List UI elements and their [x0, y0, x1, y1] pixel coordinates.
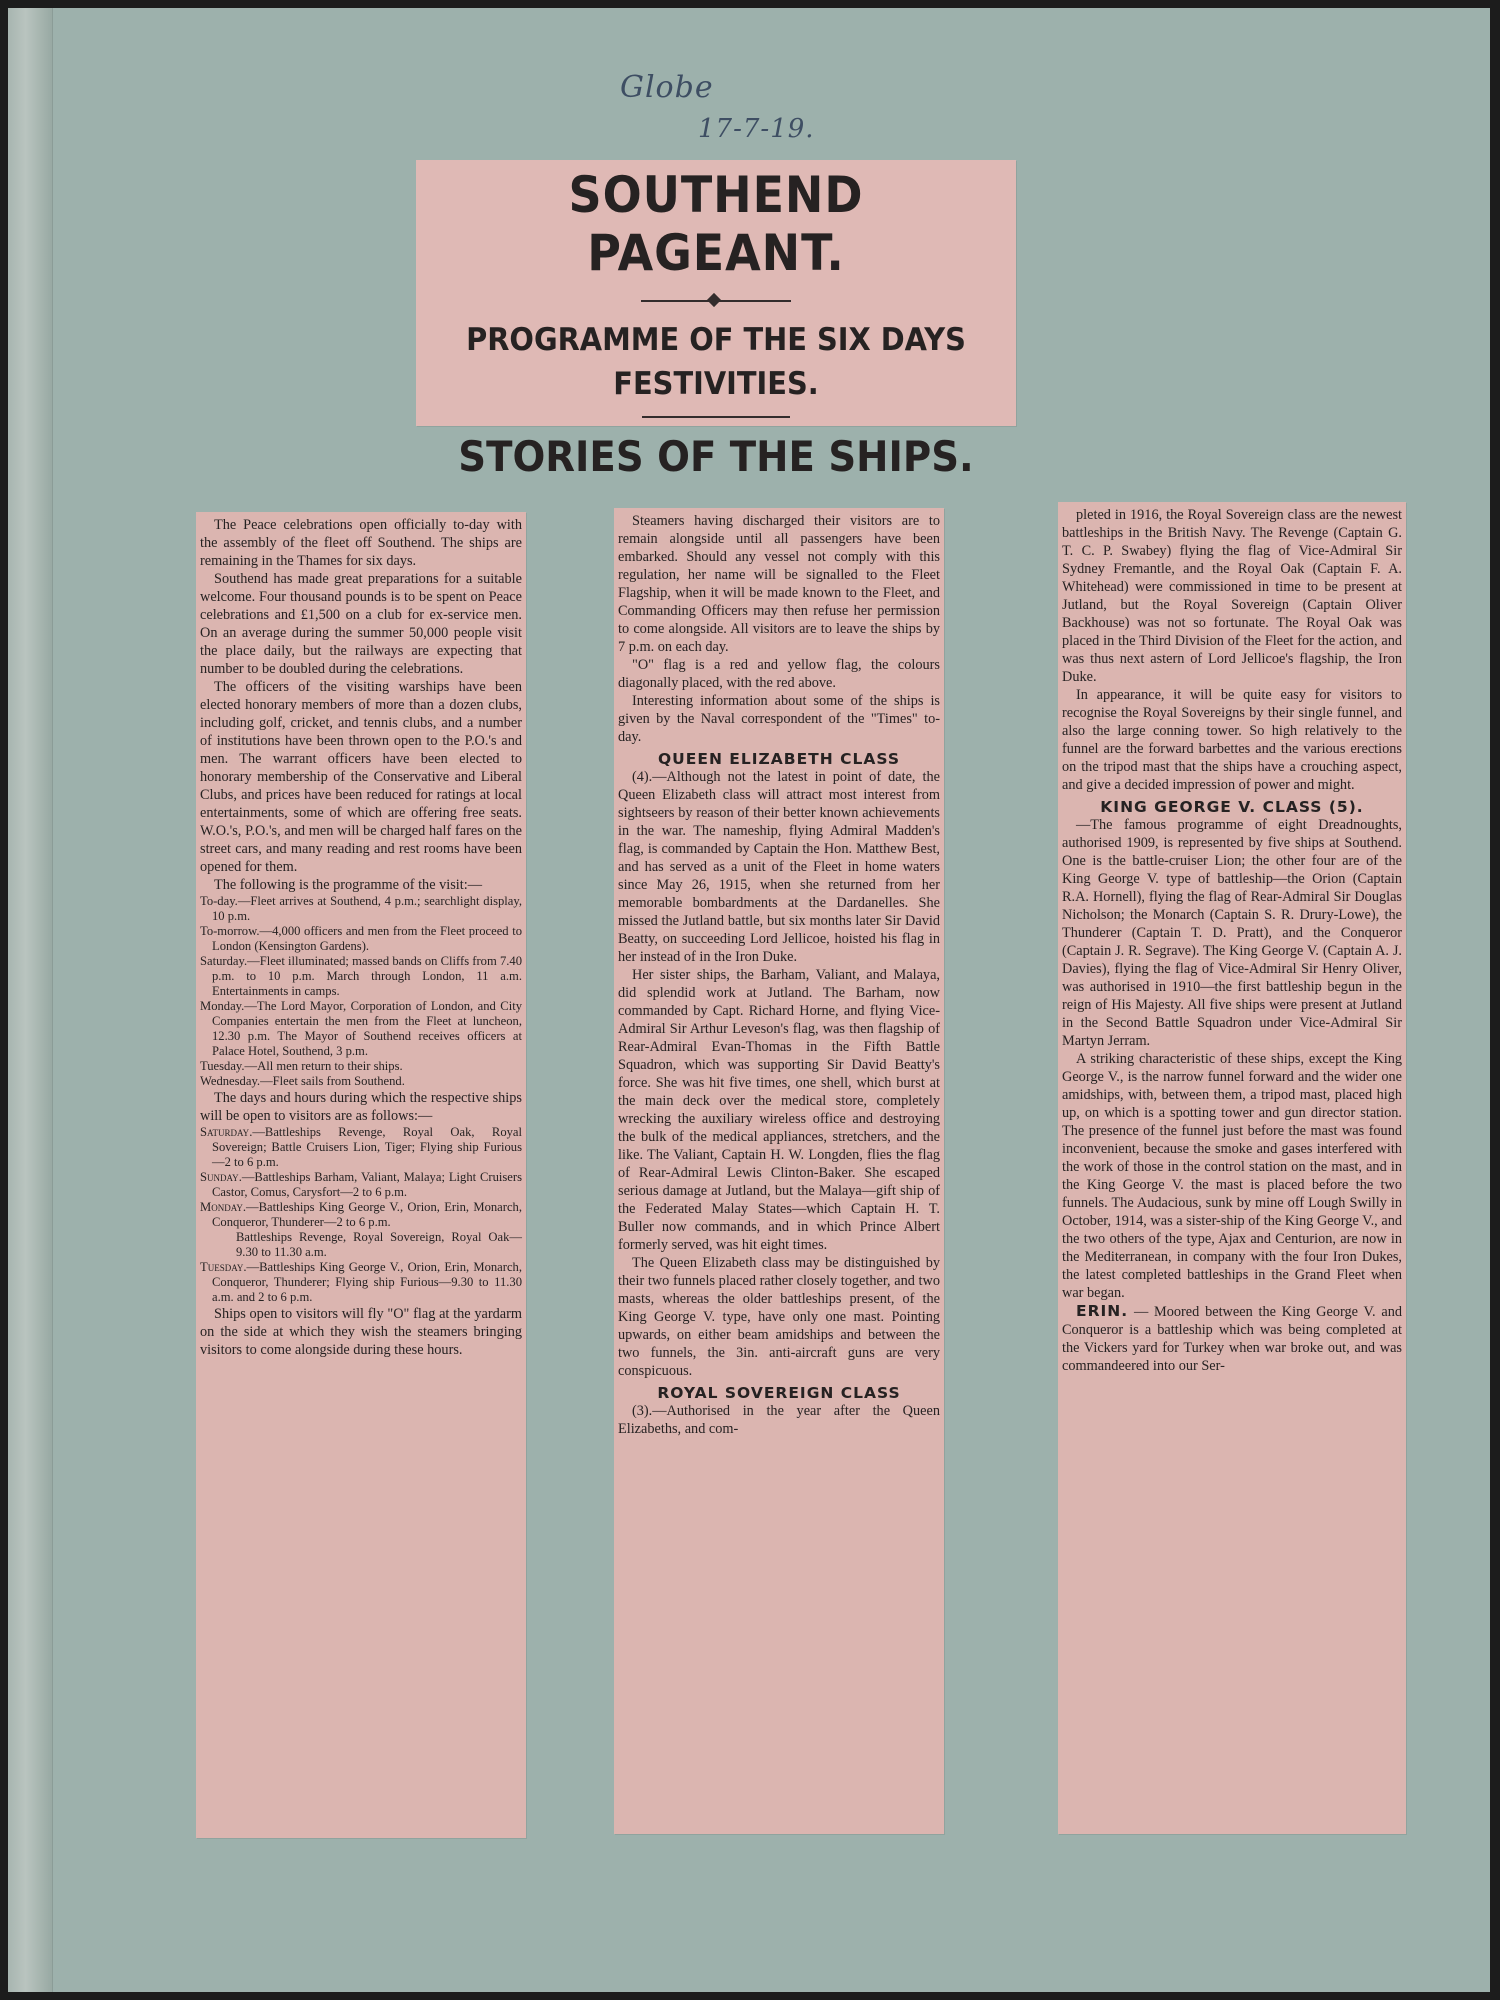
- headline-subtitle-stories: STORIES OF THE SHIPS.: [458, 432, 974, 481]
- col1-paragraph: Ships open to visitors will fly "O" flag at the yardarm on the side at which they wish the steamers bringing visitors to come alongside during these hours.: [200, 1306, 522, 1358]
- visiting-item: Battleships Revenge, Royal Sovereign, Royal Oak—9.30 to 11.30 a.m.: [236, 1230, 522, 1259]
- col1-paragraph: The days and hours during which the respective ships will be open to visitors are as follows:—: [200, 1090, 522, 1124]
- article-column-3: [1058, 502, 1406, 1834]
- ornamental-rule: [641, 294, 791, 308]
- visiting-text: .—Battleships Revenge, Royal Oak, Royal Sovereign; Battle Cruisers Lion, Tiger; Flying ship Furious—2 to 6 p.m.: [212, 1125, 522, 1169]
- plain-rule: [642, 416, 790, 418]
- visiting-item: [200, 1200, 522, 1230]
- article-column-1: [196, 512, 526, 1838]
- col2-paragraph: The Queen Elizabeth class may be distinguished by their two funnels placed rather closely together, and two masts, whereas the older battleships present, of the King George V. type, have only one mast. Pointing upwards, on either beam amidships and between the two funnels, the 3in. anti-aircraft guns are very conspicuous.: [618, 1255, 940, 1379]
- schedule-item: Saturday.—Fleet illuminated; massed bands on Cliffs from 7.40 p.m. to 10 p.m. March through London, 11 a.m. Entertainments in camps.: [200, 954, 522, 998]
- page-binding-spine: [8, 8, 53, 1992]
- col2-paragraph: Steamers having discharged their visitors are to remain alongside until all passengers have been embarked. Should any vessel not comply with this regulation, her name will be signalled to the Fleet Flagship, when it will be made known to the Fleet, and Commanding Officers may then refuse her permission to come alongside. All visitors are to leave the ships by 7 p.m. on each day.: [618, 513, 940, 655]
- schedule-item: Tuesday.—All men return to their ships.: [200, 1059, 403, 1073]
- schedule-item: To-day.—Fleet arrives at Southend, 4 p.m.; searchlight display, 10 p.m.: [200, 894, 522, 923]
- col1-paragraph: The officers of the visiting warships have been elected honorary members of more than a dozen clubs, including golf, cricket, and tennis clubs, and a number of institutions have been thrown open to the P.O.'s and men. The warrant officers have been elected to honorary membership of the Conservative and Liberal Clubs, and prices have been reduced for ratings at local entertainments, some of which are offering free seats. W.O.'s, P.O.'s, and men will be charged half fares on the street cars, and many reading and rest rooms have been opened for them.: [200, 679, 522, 875]
- visiting-day: Saturday: [200, 1125, 250, 1139]
- visiting-item: [200, 1260, 522, 1305]
- section-heading-queen-elizabeth: QUEEN ELIZABETH CLASS: [658, 750, 900, 768]
- section-heading-erin: ERIN.: [1076, 1302, 1129, 1320]
- article-column-2: [614, 508, 944, 1834]
- col3-paragraph: A striking characteristic of these ships, except the King George V., is the narrow funnel forward and the wider one amidships, with, between them, a tripod mast, placed high up, on which is a spotting tower and gun director station. The presence of the funnel just before the mast was found inconvenient, because the smoke and gases interfered with the work of those in the control station on the mast, and in the King George V. the mast is placed before the two funnels. The Audacious, sunk by mine off Lough Swilly in October, 1914, was a sister-ship of the King George V., and the two others of the type, Ajax and Centurion, are now in the Mediterranean, in company with the four Iron Dukes, the latest completed battleships in the Grand Fleet when war began.: [1062, 1051, 1402, 1301]
- col2-paragraph: (4).—Although not the latest in point of date, the Queen Elizabeth class will attract most interest from sightseers by reason of their better known achievements in the war. The nameship, flying Admiral Madden's flag, is commanded by Captain the Hon. Matthew Best, and has served as a unit of the Fleet in home waters since May 26, 1915, when she returned from her memorable bombardments at the Dardanelles. She missed the Jutland battle, but six months later Sir David Beatty, on succeeding Lord Jellicoe, hoisted his flag in her instead of in the Iron Duke.: [618, 769, 940, 965]
- schedule-item: To-morrow.—4,000 officers and men from the Fleet proceed to London (Kensington Gardens).: [200, 924, 522, 953]
- schedule-item: Monday.—The Lord Mayor, Corporation of London, and City Companies entertain the men from the Fleet at luncheon, 12.30 p.m. The Mayor of Southend receives officers at Palace Hotel, Southend, 3 p.m.: [200, 999, 522, 1058]
- col3-paragraph: pleted in 1916, the Royal Sovereign class are the newest battleships in the British Navy. The Revenge (Captain G. T. C. P. Swabey) flying the flag of Vice-Admiral Sir Sydney Fremantle, and the Royal Oak (Captain F. A. Whitehead) were commissioned in time to be present at Jutland, but the Royal Sovereign (Captain Oliver Backhouse) was not so fortunate. The Royal Oak was placed in the Third Division of the Fleet for the action, and was thus next astern of Lord Jellicoe's flagship, the Iron Duke.: [1062, 507, 1402, 685]
- headline-subtitle-line2: FESTIVITIES.: [613, 366, 819, 402]
- erin-text: — Moored between the King George V. and Conqueror is a battleship which was being completed at the Vickers yard for Turkey when war broke out, and was commandeered into our Ser-: [1062, 1304, 1402, 1374]
- visiting-day: Sunday: [200, 1170, 239, 1184]
- visiting-text: .—Battleships King George V., Orion, Erin, Monarch, Conqueror, Thunderer; Flying ship Furious—9.30 to 11.30 a.m. and 2 to 6 p.m.: [212, 1260, 522, 1304]
- headline-title: SOUTHEND PAGEANT.: [568, 166, 864, 282]
- schedule-item: Wednesday.—Fleet sails from Southend.: [200, 1074, 405, 1088]
- col1-paragraph: The following is the programme of the visit:—: [214, 877, 483, 893]
- handwritten-date: 17-7-19.: [698, 114, 815, 144]
- col2-paragraph: Her sister ships, the Barham, Valiant, and Malaya, did splendid work at Jutland. The Barham, now commanded by Capt. Richard Horne, and flying Vice-Admiral Sir Arthur Leveson's flag, was then flagship of Rear-Admiral Evan-Thomas in the Fifth Battle Squadron, which was supporting Sir David Beatty's force. She was hit five times, one shell, which burst at the main deck over the medical store, completely wrecking the auxiliary wireless office and destroying the bulk of the medical appliances, stretchers, and the like. The Valiant, Captain H. W. Longden, flies the flag of Rear-Admiral Lewis Clinton-Baker. She escaped serious damage at Jutland, but the Malaya—gift ship of the Federated Malay States—which Captain H. T. Buller now commands, and in which Prince Albert formerly served, was hit eight times.: [618, 967, 940, 1253]
- visiting-text: .—Battleships Barham, Valiant, Malaya; Light Cruisers Castor, Comus, Carysfort—2 to 6 p.m.: [212, 1170, 522, 1199]
- visiting-item: [200, 1125, 522, 1170]
- col2-paragraph: "O" flag is a red and yellow flag, the colours diagonally placed, with the red above.: [618, 657, 940, 691]
- handwritten-paper-name: Globe: [620, 70, 714, 105]
- visiting-item: [200, 1170, 522, 1200]
- rule-diamond-icon: [707, 293, 721, 307]
- col2-paragraph: Interesting information about some of the ships is given by the Naval correspondent of the "Times" to-day.: [618, 693, 940, 745]
- col3-paragraph: —The famous programme of eight Dreadnoughts, authorised 1909, is represented by five ships at Southend. One is the battle-cruiser Lion; the other four are of the King George V. type of battleship—the Orion (Captain R.A. Hornell), flying the flag of Rear-Admiral Sir Douglas Nicholson; the Monarch (Captain S. R. Drury-Lowe), the Thunderer (Captain T. D. Pratt), and the Conqueror (Captain J. R. Segrave). The King George V. (Captain A. J. Davies), flying the flag of Vice-Admiral Sir Henry Oliver, was authorised in 1910—the first battleship begun in the reign of His Majesty. All five ships were present at Jutland in the Second Battle Squadron under Vice-Admiral Sir Martyn Jerram.: [1062, 817, 1402, 1049]
- scrapbook-page: [8, 8, 1490, 1992]
- visiting-day: Monday: [200, 1200, 243, 1214]
- col1-paragraph: The Peace celebrations open officially to-day with the assembly of the fleet off Southend. The ships are remaining in the Thames for six days.: [200, 517, 522, 569]
- headline-clipping: [416, 160, 1016, 481]
- col3-paragraph: [1062, 1302, 1402, 1375]
- section-heading-king-george: KING GEORGE V. CLASS (5).: [1100, 798, 1364, 816]
- visiting-text: .—Battleships King George V., Orion, Erin, Monarch, Conqueror, Thunderer—2 to 6 p.m.: [212, 1200, 522, 1229]
- headline-subtitle-line1: PROGRAMME OF THE SIX DAYS: [466, 322, 966, 358]
- col3-paragraph: In appearance, it will be quite easy for visitors to recognise the Royal Sovereigns by their single funnel, and also the large conning tower. So high relatively to the funnel are the forward barbettes and the various erections on the tripod mast that the ships have a crouching aspect, and give a decided impression of power and might.: [1062, 687, 1402, 793]
- section-heading-royal-sovereign: ROYAL SOVEREIGN CLASS: [657, 1384, 901, 1402]
- col1-paragraph: Southend has made great preparations for a suitable welcome. Four thousand pounds is to be spent on Peace celebrations and £1,500 on a club for ex-service men. On an average during the summer 50,000 people visit the place daily, but the railways are expecting that number to be doubled during the celebrations.: [200, 571, 522, 677]
- visiting-day: Tuesday: [200, 1260, 244, 1274]
- col2-paragraph: (3).—Authorised in the year after the Queen Elizabeths, and com-: [618, 1403, 940, 1437]
